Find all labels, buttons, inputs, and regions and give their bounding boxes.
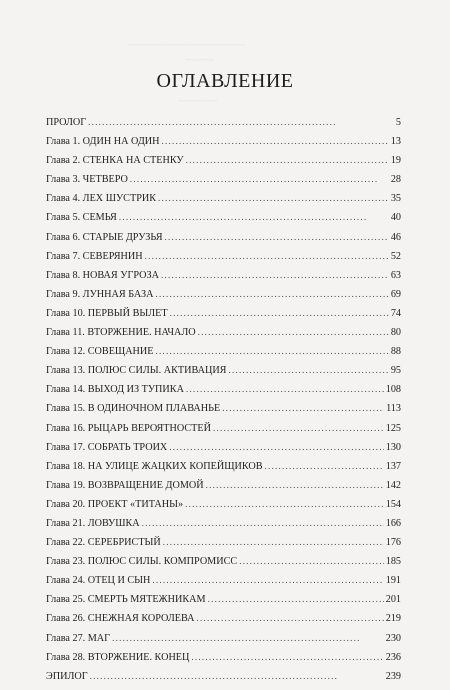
dot-leader bbox=[162, 136, 389, 146]
toc-entry bbox=[46, 575, 401, 594]
toc-entry bbox=[46, 155, 401, 174]
toc-entry bbox=[46, 327, 401, 346]
toc-entry bbox=[46, 423, 401, 442]
dot-leader bbox=[208, 594, 384, 604]
dot-leader bbox=[155, 289, 388, 299]
dot-leader bbox=[170, 308, 389, 318]
dot-leader bbox=[130, 174, 389, 184]
toc-entry-title: Глава 3. ЧЕТВЕРО bbox=[46, 174, 128, 186]
toc-entry bbox=[46, 174, 401, 193]
bleed-through-text: ~~~~~~~~~~~~~~~~~~~~~~~~ bbox=[128, 40, 245, 50]
toc-entry-title: Глава 26. СНЕЖНАЯ КОРОЛЕВА bbox=[46, 613, 195, 625]
toc-entry-page-number: 74 bbox=[390, 307, 401, 319]
toc-entry-title: Глава 22. СЕРЕБРИСТЫЙ bbox=[46, 537, 161, 549]
toc-entry-page-number: 52 bbox=[390, 250, 401, 262]
toc-entry-title: Глава 6. СТАРЫЕ ДРУЗЬЯ bbox=[46, 231, 163, 243]
toc-entry-title: Глава 19. ВОЗВРАЩЕНИЕ ДОМОЙ bbox=[46, 479, 204, 491]
dot-leader bbox=[186, 155, 389, 165]
dot-leader bbox=[191, 652, 383, 662]
toc-entry-page-number: 137 bbox=[385, 460, 401, 472]
toc-entry-page-number: 80 bbox=[390, 327, 401, 339]
toc-entry bbox=[46, 442, 401, 461]
dot-leader bbox=[197, 613, 384, 623]
toc-entry-page-number: 191 bbox=[385, 575, 401, 587]
toc-entry-page-number: 95 bbox=[390, 365, 401, 377]
toc-entry bbox=[46, 594, 401, 613]
dot-leader bbox=[213, 423, 384, 433]
dot-leader bbox=[90, 671, 384, 681]
toc-entry-title: ЭПИЛОГ bbox=[46, 670, 88, 682]
toc-entry bbox=[46, 537, 401, 556]
toc-entry-title: Глава 10. ПЕРВЫЙ ВЫЛЕТ bbox=[46, 307, 168, 319]
dot-leader bbox=[169, 442, 383, 452]
toc-entry bbox=[46, 613, 401, 632]
toc-entry bbox=[46, 518, 401, 537]
toc-entry bbox=[46, 499, 401, 518]
toc-entry-title: Глава 7. СЕВЕРЯНИН bbox=[46, 250, 143, 262]
toc-entry-page-number: 239 bbox=[385, 670, 401, 682]
toc-entry-page-number: 63 bbox=[390, 269, 401, 281]
toc-entry bbox=[46, 289, 401, 308]
toc-entry-title: Глава 27. МАГ bbox=[46, 632, 111, 644]
toc-entry-title: Глава 28. ВТОРЖЕНИЕ. КОНЕЦ bbox=[46, 651, 190, 663]
dot-leader bbox=[145, 251, 389, 261]
dot-leader bbox=[142, 518, 384, 528]
toc-entry bbox=[46, 117, 401, 136]
toc-entry-title: Глава 17. СОБРАТЬ ТРОИХ bbox=[46, 441, 168, 453]
toc-entry-title: Глава 4. ЛЕХ ШУСТРИК bbox=[46, 193, 157, 205]
toc-entry-page-number: 125 bbox=[385, 422, 401, 434]
dot-leader bbox=[152, 575, 383, 585]
toc-entry-title: Глава 18. НА УЛИЦЕ ЖАЦКИХ КОПЕЙЩИКОВ bbox=[46, 460, 263, 472]
toc-entry-title: Глава 16. РЫЦАРЬ ВЕРОЯТНОСТЕЙ bbox=[46, 422, 211, 434]
toc-entry-page-number: 176 bbox=[385, 537, 401, 549]
dot-leader bbox=[158, 193, 389, 203]
toc-entry bbox=[46, 346, 401, 365]
toc-entry-title: Глава 2. СТЕНКА НА СТЕНКУ bbox=[46, 155, 184, 167]
dot-leader bbox=[186, 384, 384, 394]
toc-entry-title: Глава 12. СОВЕЩАНИЕ bbox=[46, 346, 154, 358]
table-of-contents bbox=[46, 117, 401, 690]
dot-leader bbox=[206, 480, 384, 490]
toc-entry-page-number: 40 bbox=[390, 212, 401, 224]
dot-leader bbox=[198, 327, 389, 337]
toc-entry-page-number: 236 bbox=[385, 651, 401, 663]
toc-entry-page-number: 88 bbox=[390, 346, 401, 358]
dot-leader bbox=[228, 365, 388, 375]
toc-entry bbox=[46, 365, 401, 384]
toc-entry-page-number: 142 bbox=[385, 479, 401, 491]
toc-entry-title: Глава 8. НОВАЯ УГРОЗА bbox=[46, 269, 159, 281]
toc-entry-page-number: 219 bbox=[385, 613, 401, 625]
toc-entry bbox=[46, 671, 401, 690]
dot-leader bbox=[165, 232, 389, 242]
toc-entry bbox=[46, 270, 401, 289]
toc-entry bbox=[46, 193, 401, 212]
toc-entry-title: Глава 24. ОТЕЦ И СЫН bbox=[46, 575, 151, 587]
bleed-through-text: ~~~~~~~~ bbox=[178, 96, 217, 106]
dot-leader bbox=[239, 556, 384, 566]
toc-entry-title: Глава 25. СМЕРТЬ МЯТЕЖНИКАМ bbox=[46, 594, 206, 606]
toc-entry bbox=[46, 652, 401, 671]
dot-leader bbox=[88, 117, 389, 127]
toc-entry-page-number: 5 bbox=[395, 117, 401, 128]
toc-entry-page-number: 69 bbox=[390, 288, 401, 300]
toc-entry bbox=[46, 212, 401, 231]
toc-entry-title: Глава 21. ЛОВУШКА bbox=[46, 517, 140, 529]
toc-entry-title: Глава 14. ВЫХОД ИЗ ТУПИКА bbox=[46, 384, 184, 396]
toc-entry-title: Глава 23. ПОЛЮС СИЛЫ. КОМПРОМИСС bbox=[46, 556, 238, 568]
toc-entry-page-number: 201 bbox=[385, 594, 401, 606]
toc-entry-title: Глава 11. ВТОРЖЕНИЕ. НАЧАЛО bbox=[46, 327, 196, 339]
toc-entry bbox=[46, 251, 401, 270]
toc-entry-page-number: 28 bbox=[390, 174, 401, 186]
toc-heading: ОГЛАВЛЕНИЕ bbox=[156, 70, 294, 92]
dot-leader bbox=[222, 403, 384, 413]
toc-entry-page-number: 19 bbox=[390, 155, 401, 167]
toc-entry-title: Глава 5. СЕМЬЯ bbox=[46, 212, 117, 224]
bleed-through-text: ~~~~~~ bbox=[185, 55, 215, 65]
toc-entry-page-number: 154 bbox=[385, 498, 401, 510]
toc-entry-title: Глава 1. ОДИН НА ОДИН bbox=[46, 136, 160, 148]
toc-entry-page-number: 46 bbox=[390, 231, 401, 243]
toc-entry bbox=[46, 461, 401, 480]
toc-entry bbox=[46, 308, 401, 327]
toc-entry-title: ПРОЛОГ bbox=[46, 117, 87, 128]
toc-entry-title: Глава 20. ПРОЕКТ «ТИТАНЫ» bbox=[46, 498, 184, 510]
toc-entry-page-number: 35 bbox=[390, 193, 401, 205]
toc-entry-page-number: 185 bbox=[385, 556, 401, 568]
dot-leader bbox=[163, 537, 384, 547]
dot-leader bbox=[156, 346, 389, 356]
toc-entry-title: Глава 15. В ОДИНОЧНОМ ПЛАВАНЬЕ bbox=[46, 403, 221, 415]
toc-entry bbox=[46, 136, 401, 155]
toc-entry-page-number: 230 bbox=[385, 632, 401, 644]
toc-entry bbox=[46, 232, 401, 251]
toc-entry-title: Глава 9. ЛУННАЯ БАЗА bbox=[46, 288, 154, 300]
toc-entry bbox=[46, 556, 401, 575]
dot-leader bbox=[119, 212, 389, 222]
toc-entry-title: Глава 13. ПОЛЮС СИЛЫ. АКТИВАЦИЯ bbox=[46, 365, 227, 377]
dot-leader bbox=[112, 633, 384, 643]
toc-entry bbox=[46, 480, 401, 499]
toc-entry-page-number: 130 bbox=[385, 441, 401, 453]
toc-entry bbox=[46, 384, 401, 403]
toc-entry-page-number: 108 bbox=[385, 384, 401, 396]
toc-entry-page-number: 113 bbox=[386, 403, 401, 415]
dot-leader bbox=[185, 499, 384, 509]
dot-leader bbox=[161, 270, 389, 280]
toc-entry bbox=[46, 633, 401, 652]
toc-entry-page-number: 166 bbox=[385, 517, 401, 529]
toc-entry-page-number: 13 bbox=[390, 136, 401, 148]
toc-entry bbox=[46, 403, 401, 422]
dot-leader bbox=[265, 461, 384, 471]
